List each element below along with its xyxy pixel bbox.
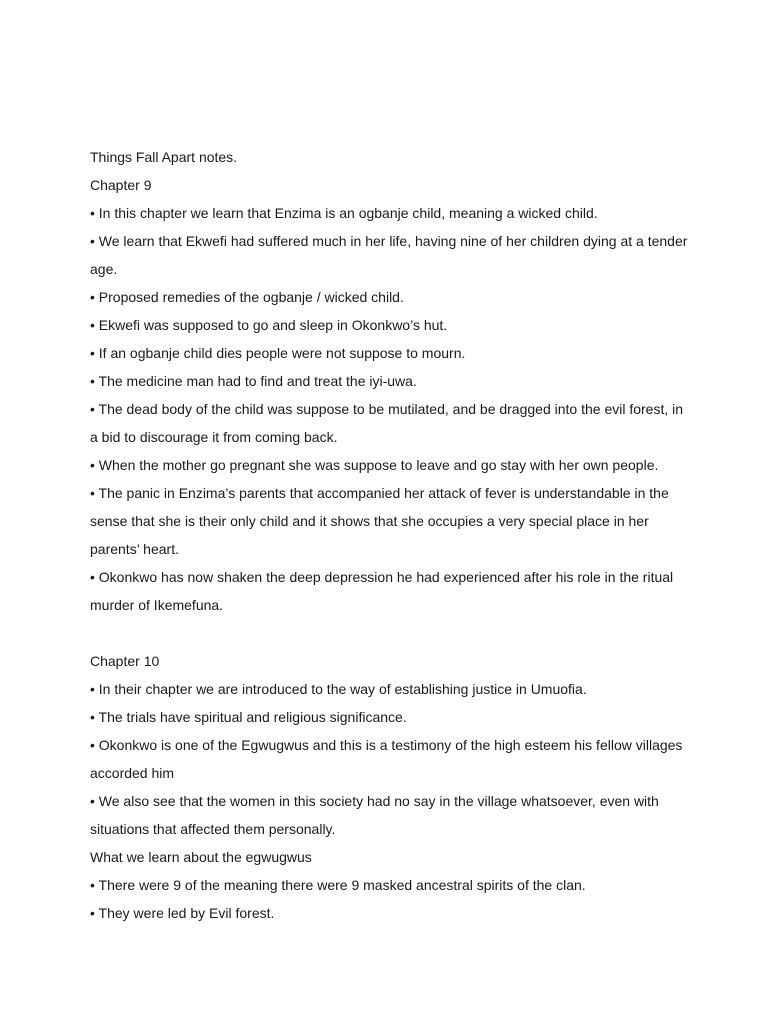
document-title: Things Fall Apart notes.: [90, 149, 238, 165]
chapter-9-bullet-2: • We learn that Ekwefi had suffered much in her life, having nine of her children dying at a tender age.: [90, 233, 688, 277]
chapter-9-bullet-1: • In this chapter we learn that Enzima is an ogbanje child, meaning a wicked child.: [90, 205, 598, 221]
chapter-9-heading: Chapter 9: [90, 177, 152, 193]
chapter-9-bullet-10: • Okonkwo has now shaken the deep depression he had experienced after his role in the ritual murder of Ikemefuna.: [90, 569, 674, 613]
section-spacer: [90, 619, 690, 647]
chapter-9-bullet-3: • Proposed remedies of the ogbanje / wicked child.: [90, 289, 404, 305]
egwugwus-bullet-2: • They were led by Evil forest.: [90, 905, 275, 921]
chapter-10-bullet-2: • The trials have spiritual and religious significance.: [90, 709, 407, 725]
chapter-9-bullet-5: • If an ogbanje child dies people were not suppose to mourn.: [90, 345, 466, 361]
chapter-9-bullet-9: • The panic in Enzima’s parents that accompanied her attack of fever is understandable in the sense that she is their only child and it shows that she occupies a very special place in her parents’ heart.: [90, 485, 669, 557]
chapter-9-bullet-4: • Ekwefi was supposed to go and sleep in Okonkwo’s hut.: [90, 317, 448, 333]
chapter-10-heading: Chapter 10: [90, 653, 160, 669]
document-page: [90, 143, 690, 927]
chapter-9-bullet-8: • When the mother go pregnant she was suppose to leave and go stay with her own people.: [90, 457, 659, 473]
egwugwus-subheading: What we learn about the egwugwus: [90, 849, 312, 865]
egwugwus-bullet-1: • There were 9 of the meaning there were 9 masked ancestral spirits of the clan.: [90, 877, 586, 893]
chapter-9-bullet-6: • The medicine man had to find and treat the iyi-uwa.: [90, 373, 417, 389]
chapter-10-bullet-1: • In their chapter we are introduced to the way of establishing justice in Umuofia.: [90, 681, 587, 697]
chapter-10-bullet-3: • Okonkwo is one of the Egwugwus and this is a testimony of the high esteem his fellow villages accorded him: [90, 737, 683, 781]
chapter-9-bullet-7: • The dead body of the child was suppose to be mutilated, and be dragged into the evil forest, in a bid to discourage it from coming back.: [90, 401, 684, 445]
chapter-10-bullet-4: • We also see that the women in this society had no say in the village whatsoever, even with situations that affected them personally.: [90, 793, 659, 837]
